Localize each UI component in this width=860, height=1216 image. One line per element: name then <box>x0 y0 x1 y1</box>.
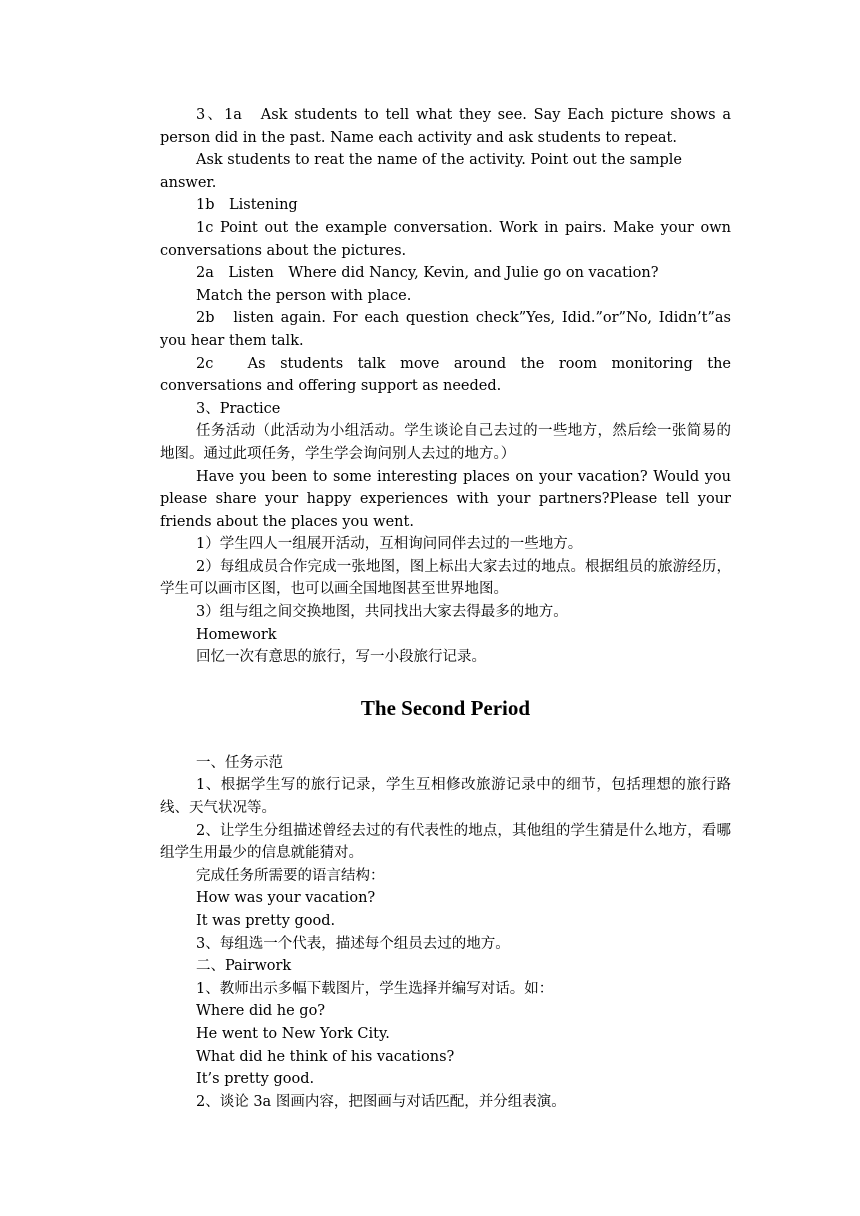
paragraph-2a: 2a Listen Where did Nancy, Kevin, and Julie go on vacation? <box>196 265 659 282</box>
paragraph-a3: It’s pretty good. <box>196 1071 315 1088</box>
paragraph-q1: How was your vacation? <box>196 890 376 907</box>
paragraph-step-3: 3）组与组之间交换地图，共同找出大家去得最多的地方。 <box>196 604 568 621</box>
paragraph-homework: Homework <box>196 626 277 643</box>
paragraph-2c: 2c As students talk move around the room monitoring the conversations and offering support as needed. <box>160 355 731 395</box>
paragraph-1a: 3、1a Ask students to tell what they see. Say Each picture shows a person did in the past. Name each activity and ask students to repeat. <box>160 107 731 146</box>
paragraph-match: Match the person with place. <box>196 287 412 304</box>
paragraph-a2: He went to New York City. <box>196 1025 390 1042</box>
paragraph-a1: It was pretty good. <box>196 913 336 929</box>
paragraph-q2: Where did he go? <box>196 1003 326 1020</box>
paragraph-1c: 1c Point out the example conversation. Work in pairs. Make your own conversations about the pictures. <box>160 219 731 259</box>
paragraph-reat: Ask students to reat the name of the activity. Point out the sample answer. <box>160 152 682 191</box>
paragraph-homework-task: 回忆一次有意思的旅行，写一小段旅行记录。 <box>196 649 486 666</box>
paragraph-item-3: 3、每组选一个代表，描述每个组员去过的地方。 <box>196 935 510 952</box>
paragraph-q3: What did he think of his vacations? <box>196 1048 455 1065</box>
paragraph-item-1: 1、根据学生写的旅行记录，学生互相修改旅游记录中的细节，包括理想的旅行路线、天气状况等。 <box>160 777 731 817</box>
paragraph-task-activity: 任务活动（此活动为小组活动。学生谈论自己去过的一些地方，然后绘一张简易的地图。通过此项任务，学生学会询问别人去过的地方。） <box>160 423 731 462</box>
paragraph-step-2: 2）每组成员合作完成一张地图，图上标出大家去过的地点。根据组员的旅游经历，学生可以画市区图，也可以画全国地图甚至世界地图。 <box>160 558 731 598</box>
paragraph-pair-1: 1、教师出示多幅下载图片，学生选择并编写对话。如： <box>196 980 554 997</box>
paragraph-1b: 1b Listening <box>196 197 298 214</box>
paragraph-pair-2: 2、谈论 3a 图画内容，把图画与对话匹配，并分组表演。 <box>196 1093 566 1110</box>
paragraph-share: Have you been to some interesting places on your vacation? Would you please share your happy experiences with your partners?Please tell your friends about the places you went. <box>160 468 731 530</box>
paragraph-structure: 完成任务所需要的语言结构： <box>196 867 385 884</box>
document-page <box>160 104 731 1113</box>
paragraph-step-1: 1）学生四人一组展开活动，互相询问同伴去过的一些地方。 <box>196 536 583 553</box>
paragraph-heading-2: 二、Pairwork <box>196 958 292 975</box>
paragraph-heading-1: 一、任务示范 <box>196 754 283 771</box>
section-title: The Second Period <box>360 695 531 720</box>
paragraph-practice: 3、Practice <box>196 400 281 417</box>
paragraph-2b: 2b listen again. For each question check”Yes, Idid.”or”No, Ididn’t”as you hear them talk. <box>160 310 731 349</box>
paragraph-item-2: 2、让学生分组描述曾经去过的有代表性的地点，其他组的学生猜是什么地方，看哪组学生用最少的信息就能猜对。 <box>160 822 731 862</box>
